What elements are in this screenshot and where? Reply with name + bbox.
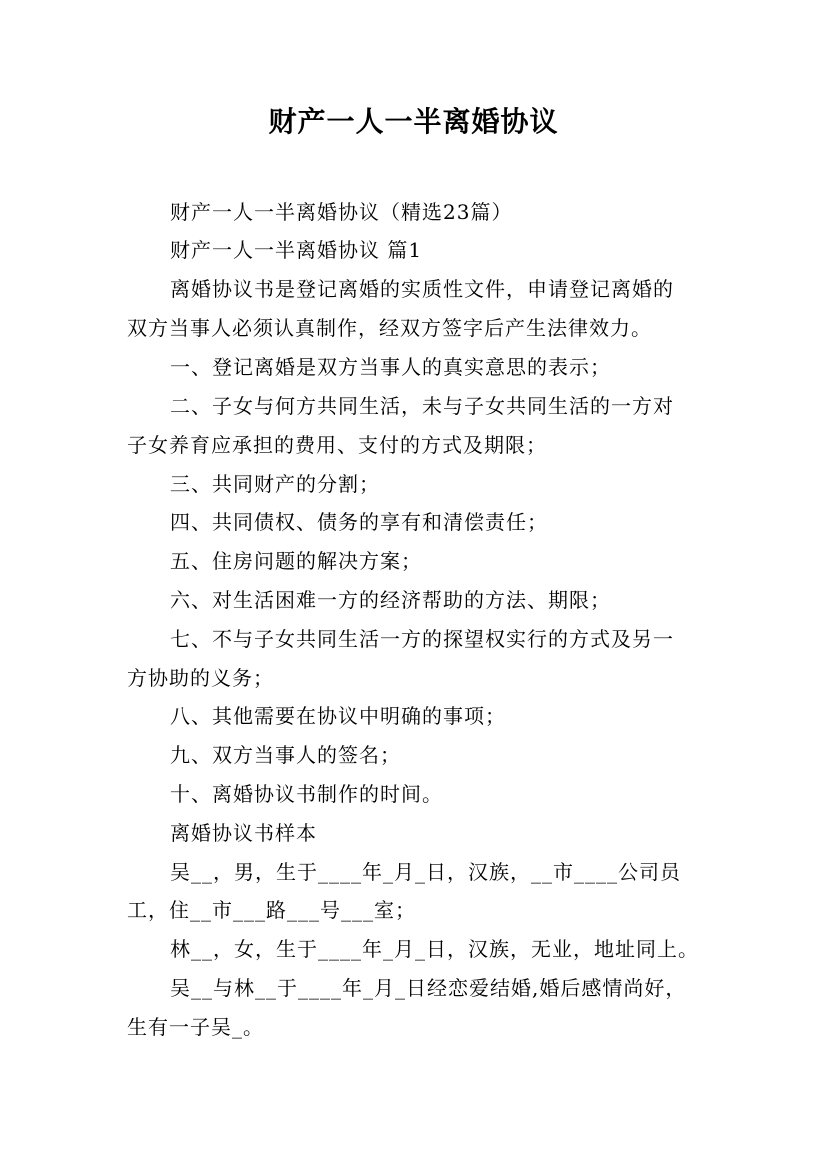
paragraph-line: 离婚协议书是登记离婚的实质性文件，申请登记离婚的 xyxy=(170,277,674,301)
paragraph-line: 生有一子吴_。 xyxy=(127,1015,264,1039)
paragraph-line: 吴__，男，生于____年_月_日，汉族，__市____公司员 xyxy=(170,860,681,884)
list-item-continuation: 子女养育应承担的费用、支付的方式及期限； xyxy=(127,433,547,457)
paragraph-line: 吴__与林__于____年_月_日经恋爱结婚,婚后感情尚好， xyxy=(170,976,687,1000)
list-item: 九、双方当事人的签名； xyxy=(170,743,401,767)
list-item: 六、对生活困难一方的经济帮助的方法、期限； xyxy=(170,588,611,612)
list-item: 一、登记离婚是双方当事人的真实意思的表示； xyxy=(170,355,611,379)
section-heading: 离婚协议书样本 xyxy=(170,821,317,845)
paragraph-line: 林__，女，生于____年_月_日，汉族，无业，地址同上。 xyxy=(170,937,699,961)
document-title: 财产一人一半离婚协议 xyxy=(268,105,559,138)
section-heading: 财产一人一半离婚协议 篇1 xyxy=(170,238,423,262)
paragraph-line: 工，住__市___路___号___室； xyxy=(127,898,416,922)
list-item: 二、子女与何方共同生活，未与子女共同生活的一方对 xyxy=(170,394,674,418)
list-item: 三、共同财产的分割； xyxy=(170,472,380,496)
list-item: 八、其他需要在协议中明确的事项； xyxy=(170,704,506,728)
list-item-continuation: 方协助的义务； xyxy=(127,666,274,690)
doc-subtitle: 财产一人一半离婚协议（精选23篇） xyxy=(170,200,513,224)
list-item: 七、不与子女共同生活一方的探望权实行的方式及另一 xyxy=(170,627,674,651)
list-item: 五、住房问题的解决方案； xyxy=(170,549,422,573)
list-item: 十、离婚协议书制作的时间。 xyxy=(170,782,443,806)
list-item: 四、共同债权、债务的享有和清偿责任； xyxy=(170,510,548,534)
paragraph-line: 双方当事人必须认真制作，经双方签字后产生法律效力。 xyxy=(127,316,652,340)
